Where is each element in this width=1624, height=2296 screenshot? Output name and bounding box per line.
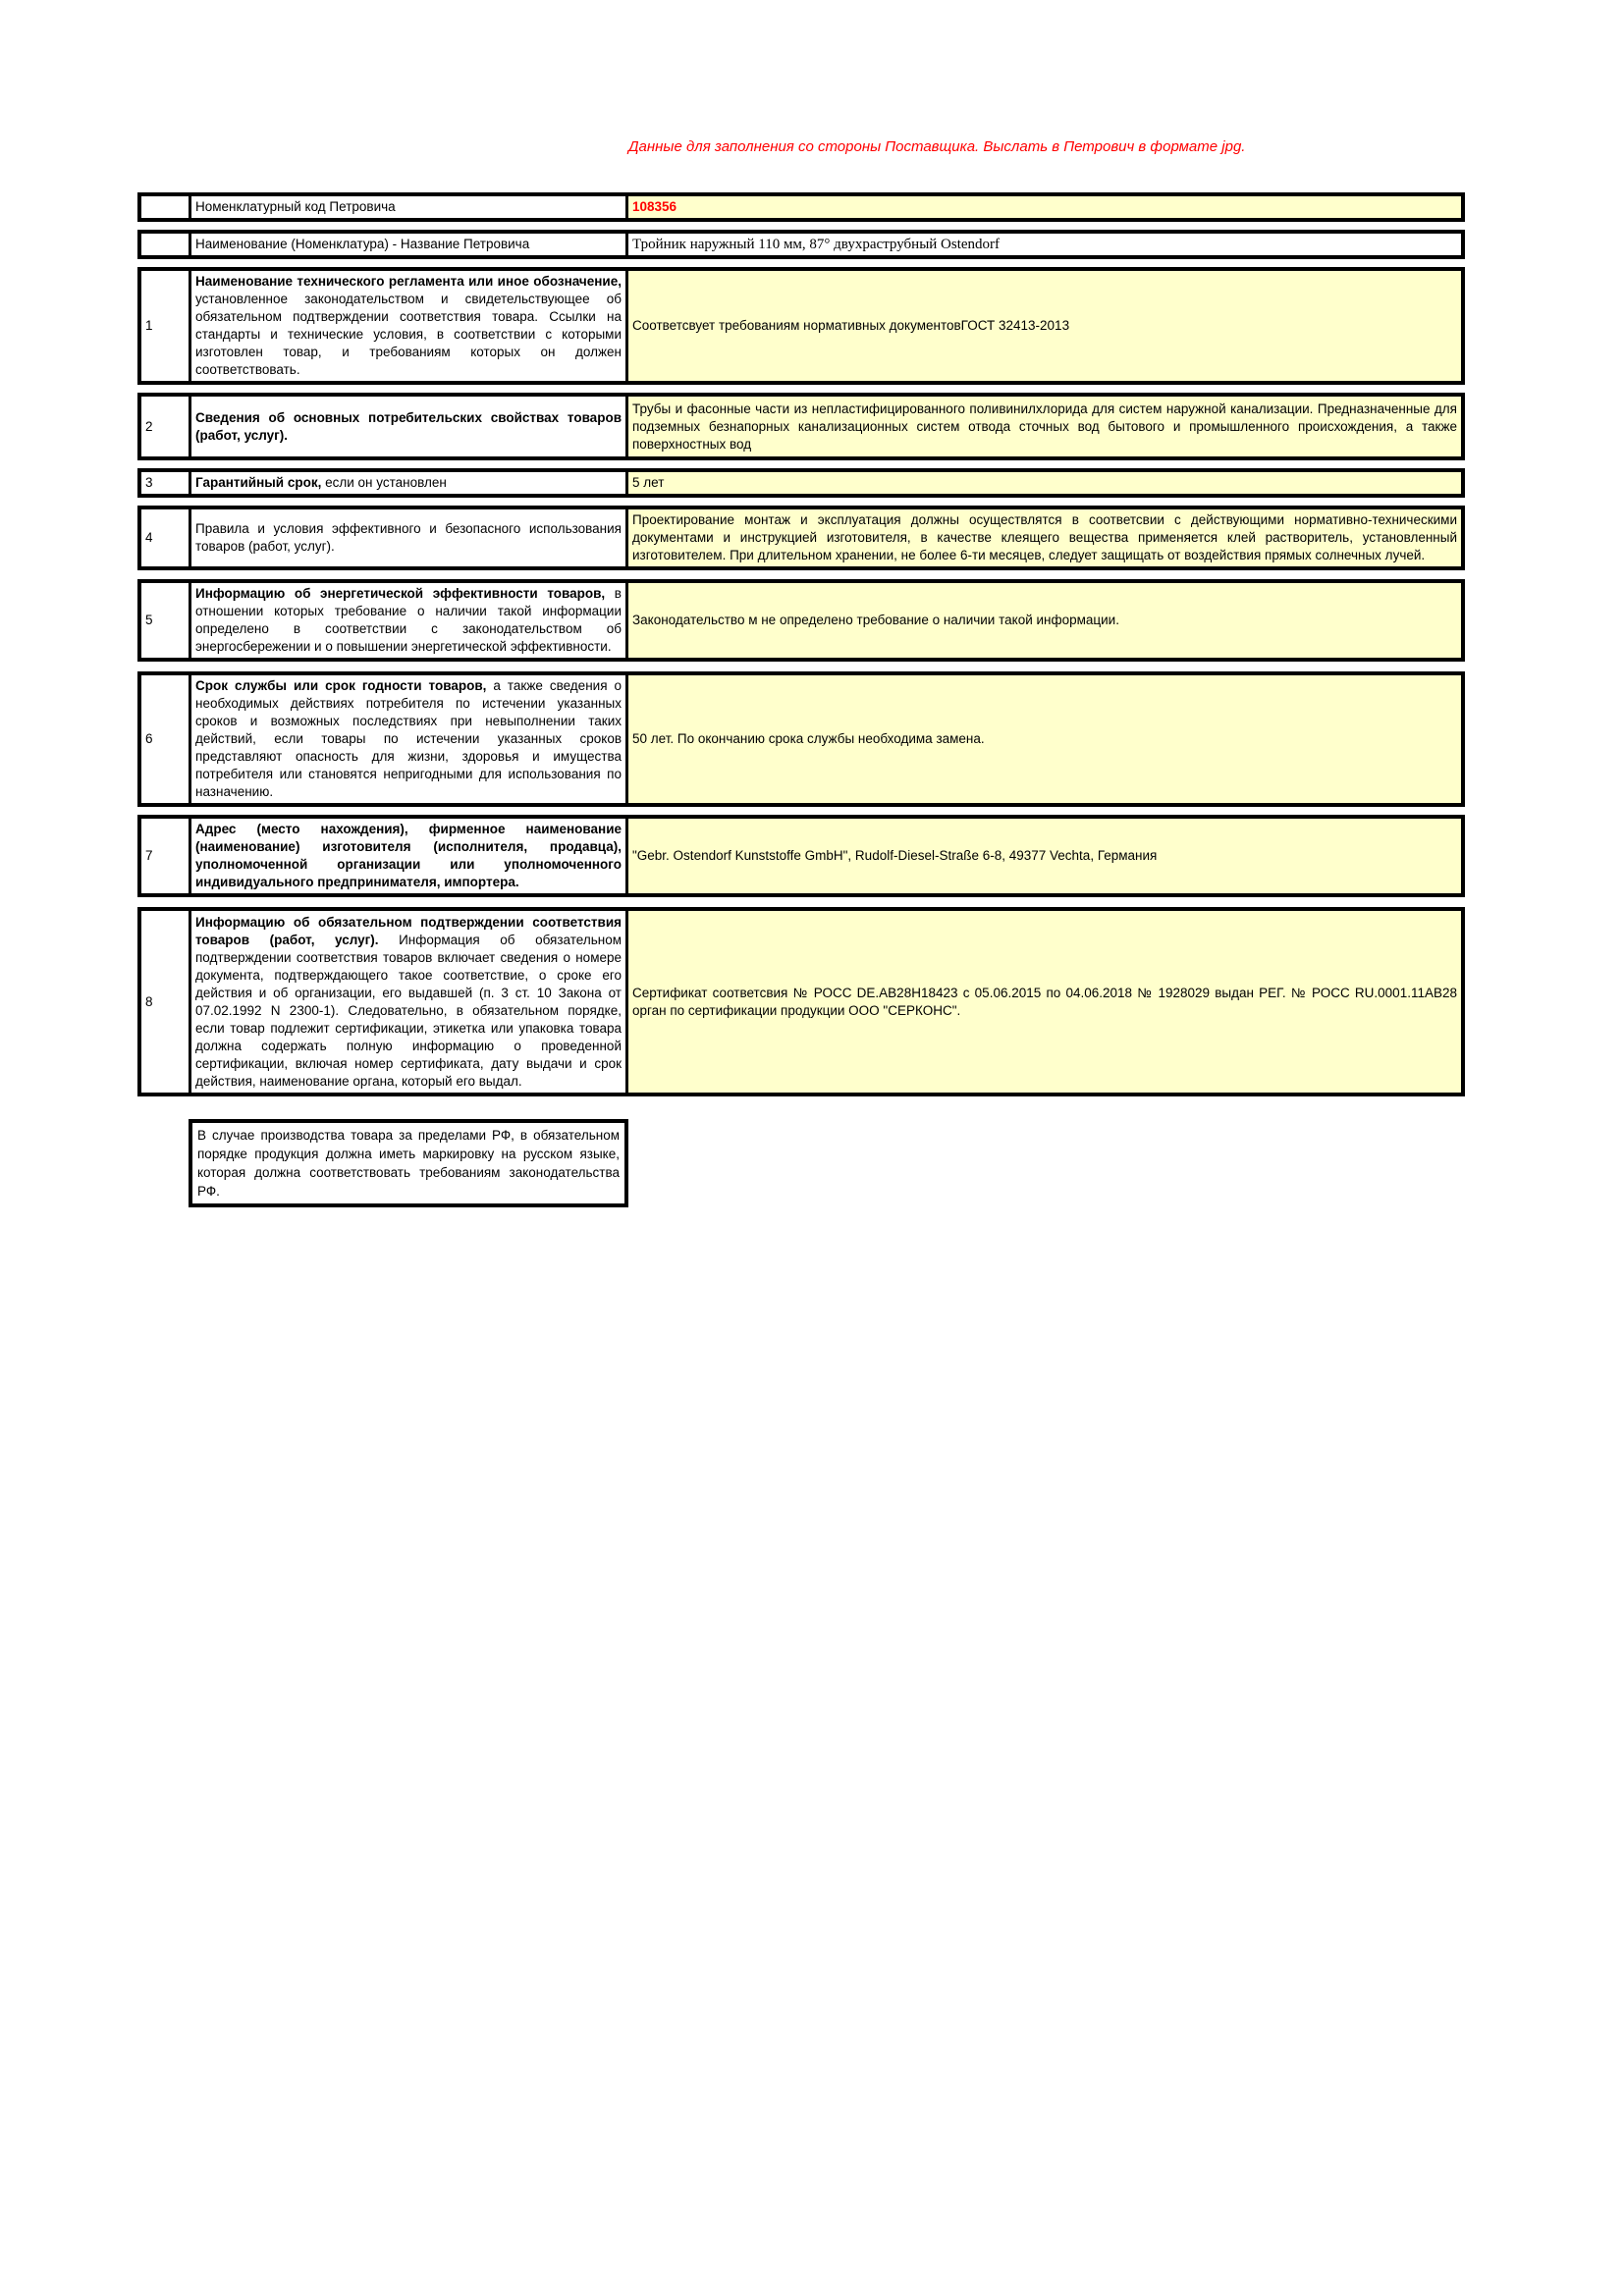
row-number-cell: 4 (141, 509, 191, 566)
row-label: Наименование (Номенклатура) - Название Петровича (191, 234, 628, 255)
row-label: Гарантийный срок, если он установлен (191, 472, 628, 494)
row-label: Информацию об обязательном подтверждении соответствия товаров (работ, услуг). Информация об обязательном подтверждении соответствия товаров включает сведения о номере документа, подтверждающего такое соответствие, о сроке его действия и об организации, его выдавшей (п. 3 ст. 10 Закона от 07.02.1992 N 2300-1). Следовательно, в обязательном порядке, если товар подлежит сертификации, этикетка или упаковка товара должна содержать полную информацию о проведенной сертификации, включая номер сертификата, дату выдачи и срок действия, наименование органа, который его выдал. (191, 911, 628, 1093)
row-number-cell: 2 (141, 397, 191, 456)
table-row-1-tech-regulation (137, 267, 1465, 385)
tech-regulation-value: Соответсвует требованиям нормативных документовГОСТ 32413-2013 (628, 271, 1461, 381)
table-row-6-service-life (137, 671, 1465, 807)
usage-rules-value: Проектирование монтаж и эксплуатация должны осуществлятся в соответсвии с действующими нормативно-техническими документами и инструкцией изготовителя, в качестве клеящего вещества применяется клей растворитель, установленный изготовителем. При длительном хранении, не более 6-ти месяцев, следует защищать от воздействия прямых солнечных лучей. (628, 509, 1461, 566)
consumer-properties-value: Трубы и фасонные части из непластифицированного поливинилхлорида для систем наружной канализации. Предназначенные для подземных безнапорных канализационных систем отвода сточных вод бытового и промышленного происхождения, а также поверхностных вод (628, 397, 1461, 456)
table-row-4-usage-rules (137, 506, 1465, 570)
product-name-value: Тройник наружный 110 мм, 87° двухраструбный Ostendorf (632, 237, 1001, 252)
row-number-cell: 3 (141, 472, 191, 494)
row-label: Адрес (место нахождения), фирменное наименование (наименование) изготовителя (исполнителя, продавца), уполномоченной организации или уполномоченного индивидуального предпринимателя, импортера. (191, 819, 628, 893)
marking-requirement-note: В случае производства товара за пределами РФ, в обязательном порядке продукция должна иметь маркировку на русском языке, которая должна соответствовать требованиям законодательства РФ. (189, 1119, 628, 1207)
row-number-cell: 7 (141, 819, 191, 893)
table-row-3-warranty (137, 468, 1465, 498)
row-label: Информацию об энергетической эффективности товаров, в отношении которых требование о наличии такой информации определено в соответствии с законодательством об энергосбережении и о повышении энергетической эффективности. (191, 583, 628, 658)
row-number-cell: 8 (141, 911, 191, 1093)
row-label: Сведения об основных потребительских свойствах товаров (работ, услуг). (191, 397, 628, 456)
table-row-nomenclature-code (137, 192, 1465, 222)
energy-efficiency-value: Законодательство м не определено требование о наличии такой информации. (628, 583, 1461, 658)
document-title: Данные для заполнения со стороны Поставщика. Выслать в Петрович в формате jpg. (628, 138, 1246, 155)
row-label: Наименование технического регламента или иное обозначение, установленное законодательством и свидетельствующее об обязательном подтверждении соответствия товара. Ссылки на стандарты и технические условия, в соответствии с которыми изготовлен товар, и требованиям которых он должен соответствовать. (191, 271, 628, 381)
manufacturer-address-value: "Gebr. Ostendorf Kunststoffe GmbH", Rudolf-Diesel-Straße 6-8, 49377 Vechta, Германия (628, 819, 1461, 893)
table-row-product-name (137, 230, 1465, 259)
row-number-cell: 6 (141, 675, 191, 803)
table-row-2-consumer-properties (137, 393, 1465, 460)
certificate-value: Сертификат соответсвия № РОСС DE.AB28H18423 с 05.06.2015 по 04.06.2018 № 1928029 выдан РЕГ. № РОСС RU.0001.11АВ28 орган по сертификации продукции ООО "СЕРКОНС". (628, 911, 1461, 1093)
supplier-data-table (137, 192, 1465, 1207)
row-label: Срок службы или срок годности товаров, а также сведения о необходимых действиях потребителя по истечении указанных сроков и возможных последствиях при невыполнении таких действий, если товары по истечении указанных сроков представляют опасность для жизни, здоровья и имущества потребителя или становятся непригодными для использования по назначению. (191, 675, 628, 803)
nomenclature-code-value: 108356 (628, 196, 1461, 218)
row-label: Правила и условия эффективного и безопасного использования товаров (работ, услуг). (191, 509, 628, 566)
warranty-value: 5 лет (628, 472, 1461, 494)
row-label: Номенклатурный код Петровича (191, 196, 628, 218)
table-row-5-energy-efficiency (137, 579, 1465, 662)
row-number-cell (141, 196, 191, 218)
row-number-cell: 1 (141, 271, 191, 381)
table-row-8-conformity-certification (137, 907, 1465, 1096)
row-number-cell (141, 234, 191, 255)
row-number-cell: 5 (141, 583, 191, 658)
service-life-value: 50 лет. По окончанию срока службы необходима замена. (628, 675, 1461, 803)
table-row-7-manufacturer-address (137, 815, 1465, 897)
